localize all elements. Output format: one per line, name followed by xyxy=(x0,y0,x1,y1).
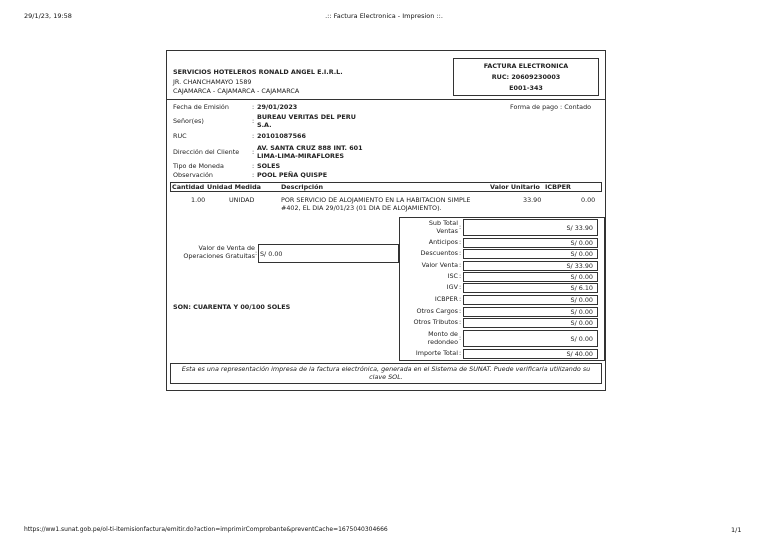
redondeo-value: S/ 0.00 xyxy=(463,330,598,347)
icbper-label: ICBPER xyxy=(434,295,458,303)
observacion-value: POOL PEÑA QUISPE xyxy=(257,171,328,179)
amount-in-words: SON: CUARENTA Y 00/100 SOLES xyxy=(173,303,291,311)
valor-venta-value: S/ 33.90 xyxy=(463,261,598,271)
issuer-address-1: JR. CHANCHAMAYO 1589 xyxy=(173,78,252,86)
document-type: FACTURA ELECTRONICA xyxy=(483,62,569,70)
senor-value-2: S.A. xyxy=(257,121,272,129)
redondeo-label-2: redondeo xyxy=(427,338,458,346)
divider xyxy=(167,99,605,100)
footer-note-box xyxy=(170,363,602,384)
forma-pago: Forma de pago : Contado xyxy=(510,103,592,111)
importe-total-value: S/ 40.00 xyxy=(463,349,598,359)
senor-value-1: BUREAU VERITAS DEL PERU xyxy=(257,113,356,121)
colon: : xyxy=(459,249,462,257)
invoice xyxy=(166,50,606,391)
header-unidad: Unidad Medida xyxy=(207,183,261,191)
observacion-label: Observación xyxy=(173,171,213,179)
isc-value: S/ 0.00 xyxy=(463,272,598,282)
otros-cargos-label: Otros Cargos xyxy=(416,307,458,315)
footer-note-line-1: Esta es una representación impresa de la factura electrónica, generada en el Sistema de SUNAT. Puede verificarla utilizando su xyxy=(181,365,591,373)
gratuitas-value: S/ 0.00 xyxy=(260,250,283,258)
igv-value: S/ 6.10 xyxy=(463,283,598,293)
item-descripcion-2: #402, EL DIA 29/01/23 (01 DIA DE ALOJAMIENTO). xyxy=(281,204,442,212)
item-icbper: 0.00 xyxy=(581,196,596,204)
colon: : xyxy=(459,349,462,357)
colon: : xyxy=(459,272,462,280)
fecha-label: Fecha de Emisión xyxy=(173,103,229,111)
anticipos-value: S/ 0.00 xyxy=(463,238,598,248)
direccion-value-1: AV. SANTA CRUZ 888 INT. 601 xyxy=(257,144,363,152)
otros-cargos-value: S/ 0.00 xyxy=(463,307,598,317)
header-descripcion: Descripción xyxy=(281,183,324,191)
direccion-value-2: LIMA-LIMA-MIRAFLORES xyxy=(257,152,344,160)
print-url: https://ww1.sunat.gob.pe/ol-ti-itemisionfactura/emitir.do?action=imprimirComprobante&preventCache=1675040304666 xyxy=(24,526,388,533)
colon: : xyxy=(459,223,462,231)
print-page-number: 1/1 xyxy=(731,526,742,534)
importe-total-label: Importe Total xyxy=(415,349,458,357)
icbper-value: S/ 0.00 xyxy=(463,295,598,305)
colon: : xyxy=(459,283,462,291)
descuentos-label: Descuentos xyxy=(420,249,458,257)
colon: : xyxy=(255,249,258,257)
colon: : xyxy=(252,103,255,111)
igv-label: IGV xyxy=(446,283,458,291)
colon: : xyxy=(252,132,255,140)
header-valor-unitario: Valor Unitario xyxy=(490,183,540,191)
colon: : xyxy=(459,295,462,303)
print-datetime: 29/1/23, 19:58 xyxy=(24,12,72,20)
item-descripcion-1: POR SERVICIO DE ALOJAMIENTO EN LA HABITACION SIMPLE xyxy=(281,196,471,204)
moneda-label: Tipo de Moneda xyxy=(173,162,224,170)
item-cantidad: 1.00 xyxy=(191,196,206,204)
ruc-label: RUC xyxy=(173,132,187,140)
colon: : xyxy=(459,318,462,326)
redondeo-label-1: Monto de xyxy=(428,330,458,338)
document-ruc: RUC: 20609230003 xyxy=(491,73,561,81)
isc-label: ISC xyxy=(447,272,458,280)
descuentos-value: S/ 0.00 xyxy=(463,249,598,259)
gratuitas-label-2: Operaciones Gratuitas xyxy=(183,252,255,260)
otros-tributos-label: Otros Tributos xyxy=(413,318,458,326)
colon: : xyxy=(252,117,255,125)
item-valor-unitario: 33.90 xyxy=(523,196,542,204)
colon: : xyxy=(459,334,462,342)
anticipos-label: Anticipos xyxy=(428,238,458,246)
print-title: .:: Factura Electronica - Impresion ::. xyxy=(325,12,443,20)
issuer-address-2: CAJAMARCA - CAJAMARCA - CAJAMARCA xyxy=(173,87,300,95)
ruc-value: 20101087566 xyxy=(257,132,306,140)
subtotal-label-1: Sub Total xyxy=(428,219,458,227)
subtotal-value: S/ 33.90 xyxy=(463,219,598,236)
direccion-label: Dirección del Cliente xyxy=(173,148,240,156)
colon: : xyxy=(459,261,462,269)
header-icbper: ICBPER xyxy=(545,183,571,191)
document-box xyxy=(453,58,599,96)
gratuitas-label-1: Valor de Venta de xyxy=(198,244,255,252)
subtotal-label-2: Ventas xyxy=(436,227,458,235)
issuer-name: SERVICIOS HOTELEROS RONALD ANGEL E.I.R.L. xyxy=(173,68,343,76)
gratuitas-box xyxy=(258,244,399,263)
document-number: E001-343 xyxy=(509,84,543,92)
colon: : xyxy=(459,307,462,315)
fecha-value: 29/01/2023 xyxy=(257,103,298,111)
senor-label: Señor(es) xyxy=(173,117,204,125)
valor-venta-label: Valor Venta xyxy=(421,261,458,269)
footer-note-line-2: clave SOL. xyxy=(369,373,403,381)
colon: : xyxy=(252,171,255,179)
otros-tributos-value: S/ 0.00 xyxy=(463,318,598,328)
colon: : xyxy=(252,148,255,156)
item-unidad: UNIDAD xyxy=(229,196,255,204)
moneda-value: SOLES xyxy=(257,162,281,170)
colon: : xyxy=(252,162,255,170)
header-cantidad: Cantidad xyxy=(172,183,205,191)
colon: : xyxy=(459,238,462,246)
